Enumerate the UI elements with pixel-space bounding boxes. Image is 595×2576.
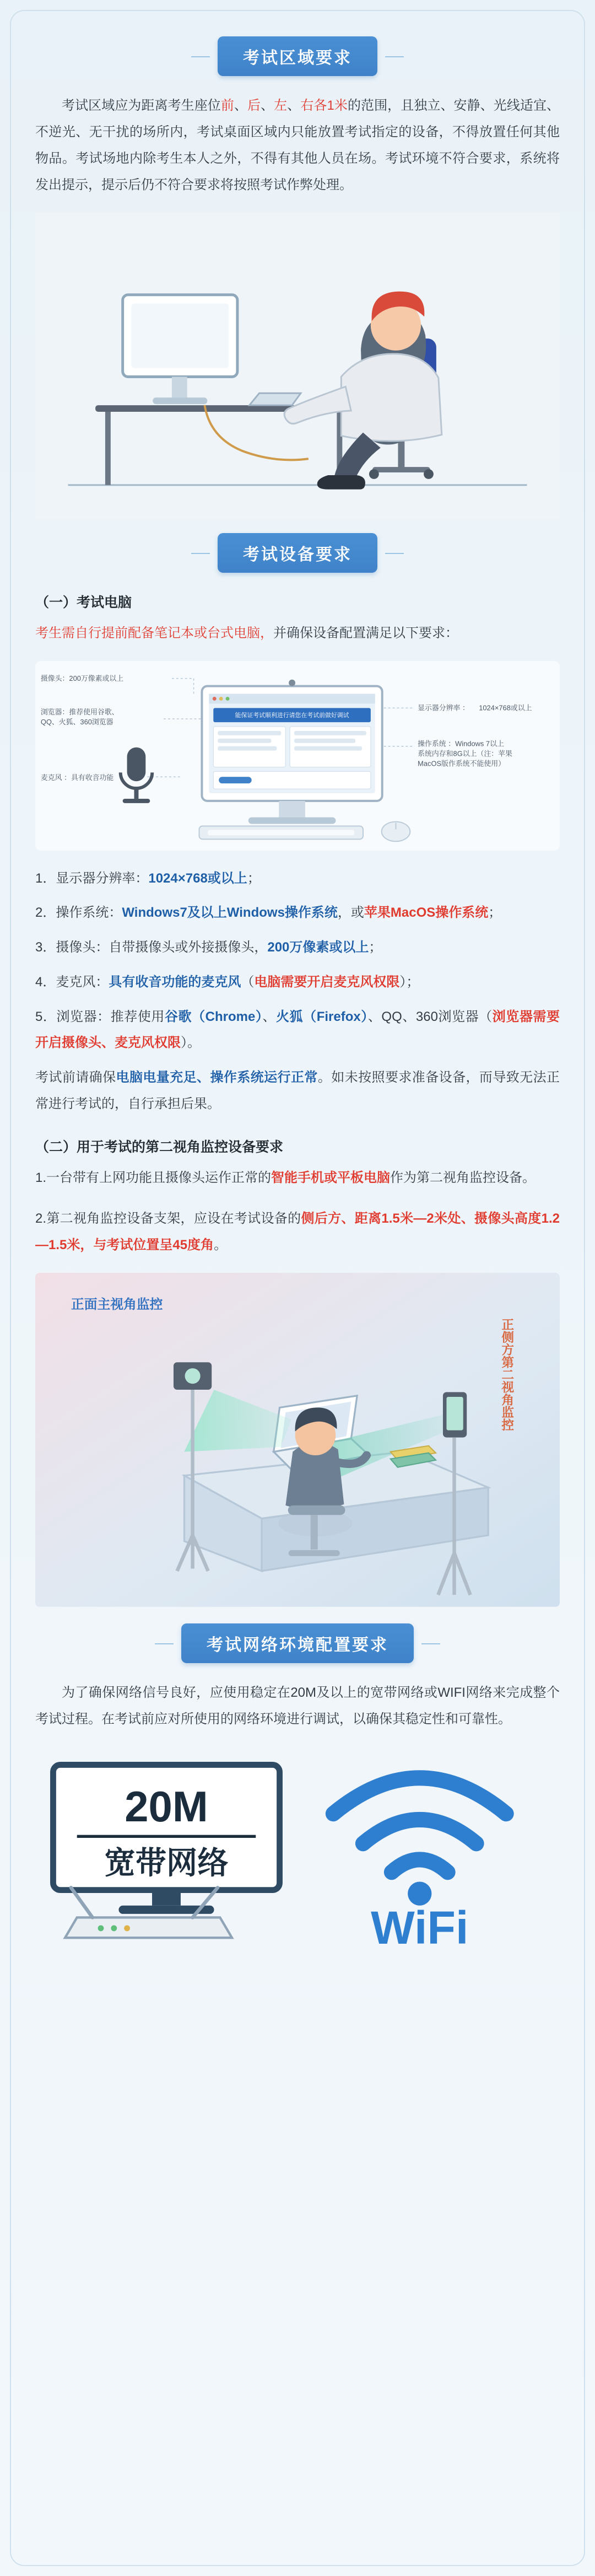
svg-text:1024×768或以上: 1024×768或以上 — [479, 703, 532, 712]
computer-note-text: 考试前请确保电脑电量充足、操作系统运行正常。如未按照要求准备设备，而导致无法正常进行考试的，自行承担后果。 — [35, 1070, 560, 1112]
requirement-item-4: 4．麦克风：具有收音功能的麦克风（电脑需要开启麦克风权限）； — [35, 974, 420, 989]
requirement-item-5: 5．浏览器：推荐使用谷歌（Chrome）、火狐（Firefox）、QQ、360浏览器（浏览器需要开启摄像头、麦克风权限）。 — [35, 1009, 560, 1050]
svg-text:浏览器：推荐使用谷歌、: 浏览器：推荐使用谷歌、 — [40, 708, 119, 717]
wifi-icon — [333, 1771, 524, 1944]
second-view-item-1: 1.一台带有上网功能且摄像头运作正常的智能手机或平板电脑作为第二视角监控设备。 — [35, 1170, 536, 1186]
illustration-exam-desk — [35, 213, 560, 519]
area-paragraph — [35, 93, 560, 198]
broadband-label: 宽带网络 — [104, 1845, 229, 1880]
section-header-network — [35, 1623, 560, 1663]
requirement-item-1: 1．显示器分辨率：1024×768或以上； — [35, 870, 261, 886]
section-title-area: 考试区域要求 — [218, 36, 377, 76]
section-header-device — [35, 533, 560, 573]
spec-mouse — [382, 822, 410, 842]
label-camera: 摄像头：200万像素或以上 — [40, 674, 124, 683]
device-subtitle-computer: （一）考试电脑 — [35, 595, 132, 611]
computer-spec-diagram — [35, 661, 560, 850]
illustration-network-banner — [35, 1747, 560, 1944]
svg-text:MacOS版作系统不能使用）: MacOS版作系统不能使用） — [418, 759, 505, 768]
network-paragraph: 为了确保网络信号良好，应使用稳定在20M及以上的宽带网络或WIFI网络来完成整个考试过程。在考试前应对所使用的网络环境进行调试，以确保其稳定性和可靠性。 — [35, 1685, 560, 1727]
broadband-speed: 20M — [125, 1782, 208, 1831]
device-computer-lead-rest: 并确保设备配置满足以下要求： — [273, 626, 458, 641]
label-front-monitor — [71, 1297, 163, 1312]
device-computer-lead — [35, 620, 560, 647]
wifi-label: WiFi — [371, 1902, 469, 1944]
svg-text:操作系统 ：Windows 7以上: 操作系统 ：Windows 7以上 — [418, 740, 504, 749]
section-title-device: 考试设备要求 — [218, 533, 377, 573]
device-subtitle-second-view: （二）用于考试的第二视角监控设备要求 — [35, 1139, 284, 1155]
svg-text:正侧方第二视角监控: 正侧方第二视角监控 — [500, 1318, 515, 1431]
section-header-area — [35, 36, 560, 76]
spec-keyboard — [199, 826, 364, 840]
svg-text:麦克风 ：具有收音功能: 麦克风 ：具有收音功能 — [40, 773, 114, 782]
device-computer-lead-red: 考生需自行提前配备笔记本或台式电脑， — [35, 626, 273, 641]
second-view-item-2: 2.第二视角监控设备支架，应设在考试设备的侧后方、距离1.5米—2米处、摄像头高度1.2—1.5米，与考试位置呈45度角。 — [35, 1211, 560, 1253]
computer-requirement-list — [35, 866, 560, 1056]
section-title-network: 考试网络环境配置要求 — [181, 1623, 414, 1663]
broadband-monitor — [53, 1765, 279, 1914]
label-side-monitor — [500, 1319, 515, 1432]
illustration-monitoring-setup — [35, 1273, 560, 1607]
requirement-item-3: 3．摄像头：自带摄像头或外接摄像头，200万像素或以上； — [35, 940, 382, 955]
computer-note — [35, 1064, 560, 1117]
requirement-item-2: 2．操作系统：Windows7及以上Windows操作系统，或苹果MacOS操作系统； — [35, 905, 502, 921]
svg-text:显示器分辨率 ：: 显示器分辨率 ： — [418, 703, 469, 712]
svg-text:系统内存和8G以上（注：苹果: 系统内存和8G以上（注：苹果 — [418, 749, 512, 758]
svg-text:QQ、火狐、360浏览器: QQ、火狐、360浏览器 — [40, 718, 113, 727]
svg-text:正面主视角监控: 正面主视角监控 — [71, 1297, 163, 1313]
svg-text:能保证考试顺利进行请您在考试前做好调试: 能保证考试顺利进行请您在考试前做好调试 — [235, 712, 349, 719]
area-paragraph-text: 考试区域应为距离考生座位前、后、左、右各1米的范围，且独立、安静、光线适宜、不逆光、无干扰的场所内，考试桌面区域内只能放置考试指定的设备，不得放置任何其他物品。考试场地内除考生本人之外，不得有其他人员在场。考试环境不符合要求，系统将发出提示，提示后仍不符合要求将按照考试作弊处理。 — [35, 98, 560, 192]
